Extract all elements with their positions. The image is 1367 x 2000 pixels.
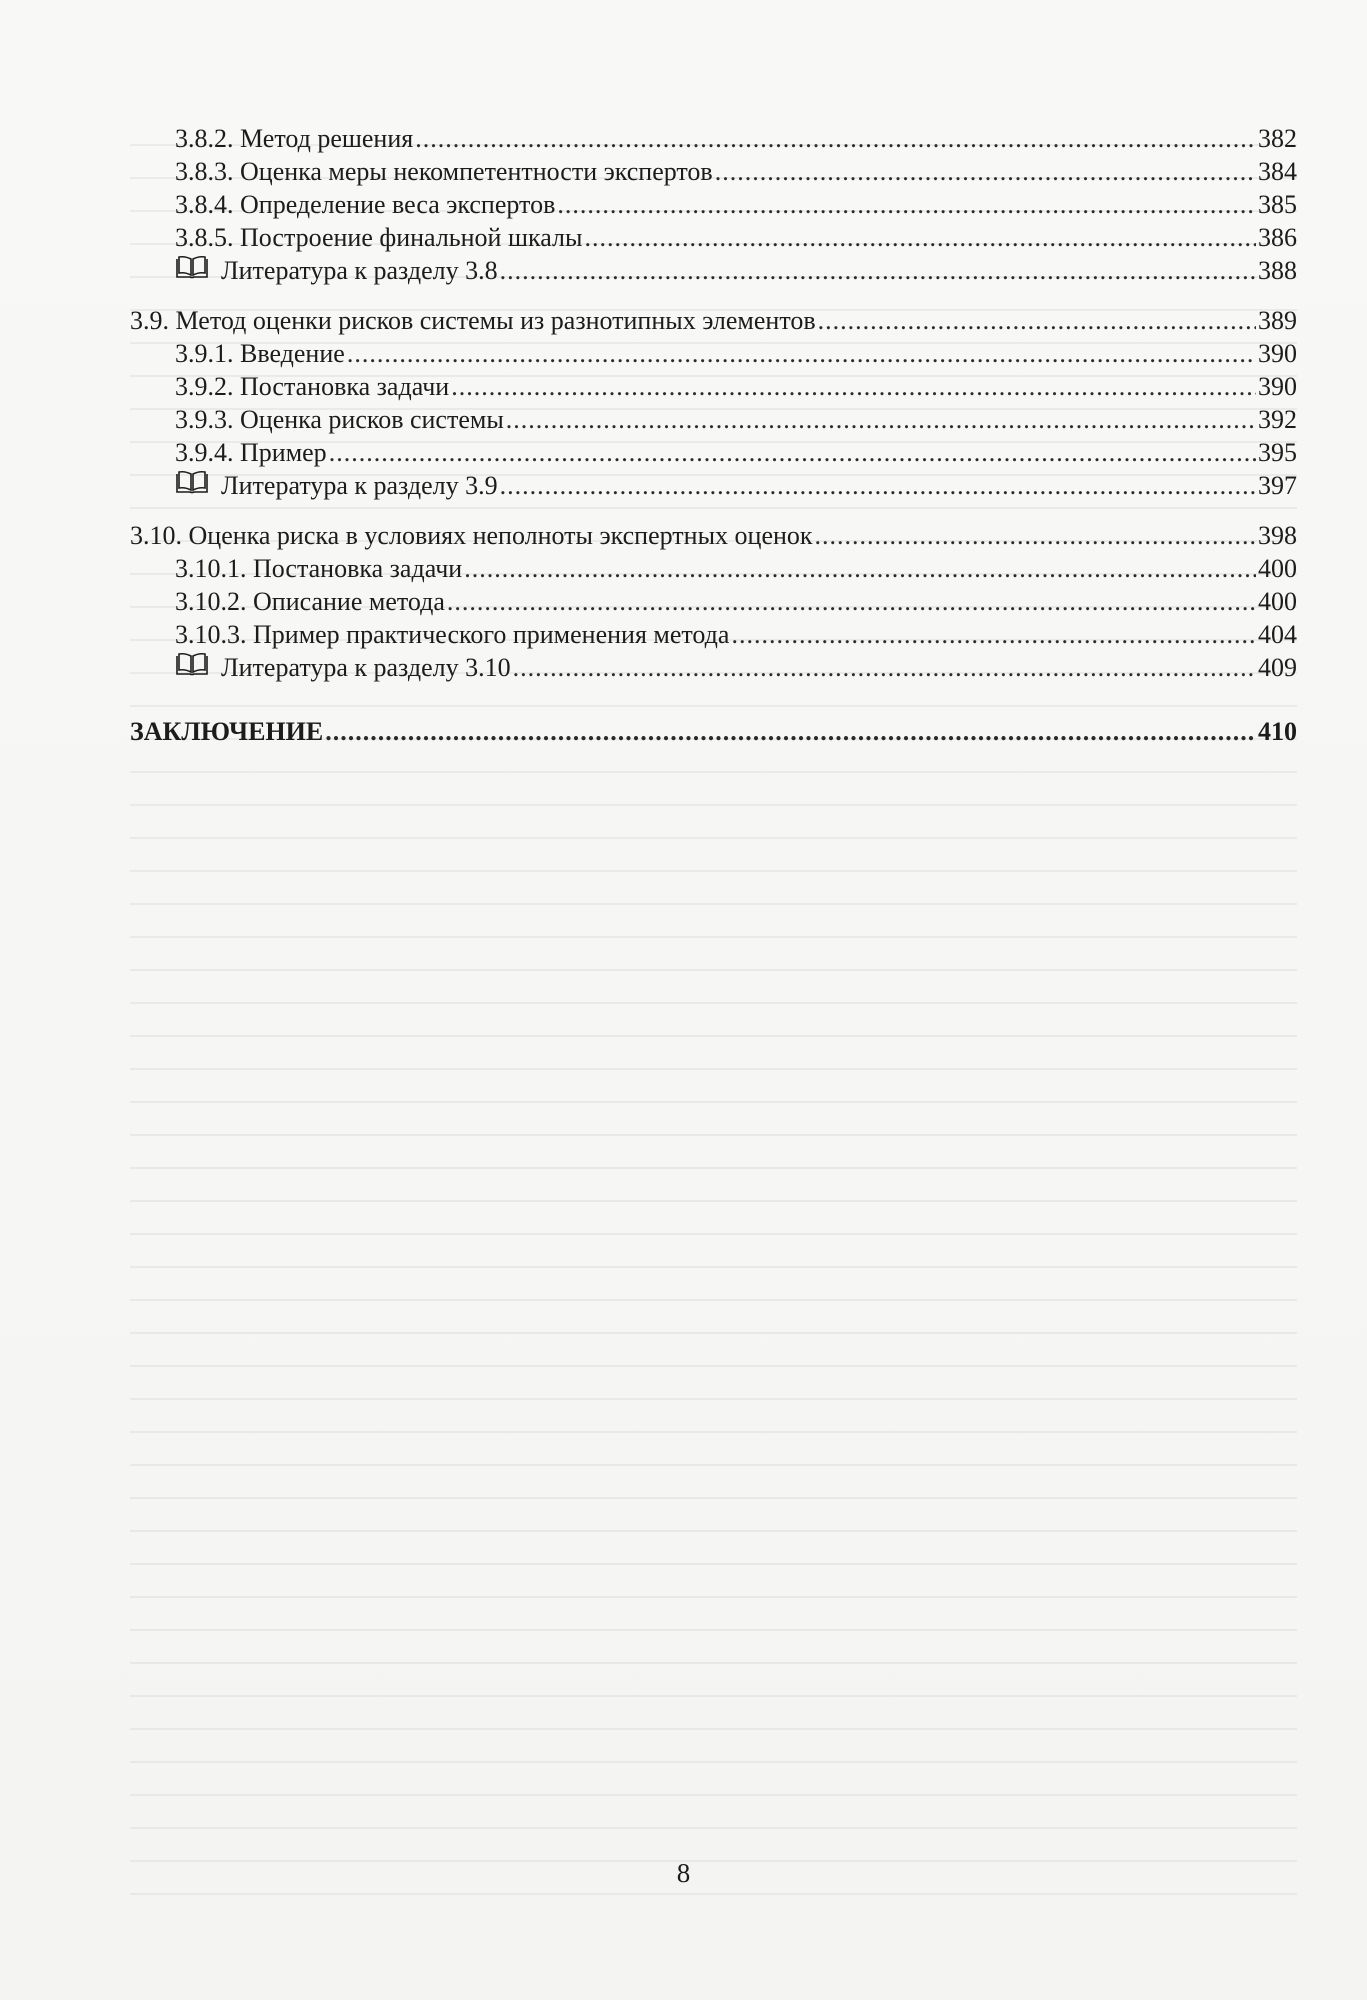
toc-entry-3-8-4 [130,188,1297,221]
toc-entry-title: Литература к разделу 3.9 [221,471,498,500]
toc-entry-title: 3.9.4. Пример [175,438,327,467]
toc-entry-3-9-2 [130,370,1297,403]
toc-entry-title: 3.8.4. Определение веса экспертов [175,190,556,219]
book-icon [175,255,209,279]
toc-entry-title: 3.8.3. Оценка меры некомпетентности экспертов [175,157,713,186]
dot-leader [500,469,1256,502]
dot-leader [815,519,1256,552]
toc-entry-title: 3.9.3. Оценка рисков системы [175,405,504,434]
toc-entry-page: 389 [1258,306,1297,335]
dot-leader [506,403,1256,436]
dot-leader [584,221,1256,254]
toc-entry-title: 3.10.2. Описание метода [175,587,445,616]
toc-entry-title: 3.9. Метод оценки рисков системы из разнотипных элементов [130,306,816,335]
toc-entry-page: 409 [1258,653,1297,682]
dot-leader [513,651,1256,684]
toc-entry-literature-3-9 [130,469,1297,502]
toc-entry-3-9-3 [130,403,1297,436]
toc-entry-page: 390 [1258,372,1297,401]
toc-entry-3-10-1 [130,552,1297,585]
toc-entry-3-8-5 [130,221,1297,254]
toc-entry-page: 392 [1258,405,1297,434]
dot-leader [464,552,1256,585]
toc-entry-title: 3.9.1. Введение [175,339,345,368]
toc-entry-title: 3.10. Оценка риска в условиях неполноты экспертных оценок [130,521,813,550]
toc-entry-page: 400 [1258,554,1297,583]
toc-entry-title: 3.10.1. Постановка задачи [175,554,463,583]
toc-entry-page: 385 [1258,190,1297,219]
toc-entry-page: 388 [1258,256,1297,285]
toc-entry-conclusion [130,715,1297,748]
toc-entry-3-8-2 [130,122,1297,155]
toc-entry-page: 400 [1258,587,1297,616]
dot-leader [415,122,1256,155]
toc-entry-page: 386 [1258,223,1297,252]
toc-entry-3-10-3 [130,618,1297,651]
toc-entry-3-9-4 [130,436,1297,469]
toc-entry-title: Литература к разделу 3.8 [221,256,498,285]
toc-entry-title: Литература к разделу 3.10 [221,653,511,682]
dot-leader [451,370,1256,403]
dot-leader [818,304,1256,337]
toc-entry-title: 3.8.2. Метод решения [175,124,414,153]
toc-entry-page: 382 [1258,124,1297,153]
dot-leader [500,254,1256,287]
toc-entry-page: 404 [1258,620,1297,649]
toc-entry-3-9-1 [130,337,1297,370]
dot-leader [557,188,1256,221]
dot-leader [447,585,1256,618]
page-number: 8 [676,1858,691,1888]
dot-leader [329,436,1256,469]
table-of-contents [130,122,1297,748]
book-icon [175,652,209,676]
toc-entry-3-9 [130,304,1297,337]
toc-entry-3-8-3 [130,155,1297,188]
dot-leader [347,337,1256,370]
toc-entry-page: 395 [1258,438,1297,467]
toc-entry-page: 397 [1258,471,1297,500]
toc-entry-page: 398 [1258,521,1297,550]
dot-leader [325,715,1256,748]
book-icon [175,470,209,494]
toc-entry-literature-3-10 [130,651,1297,684]
toc-entry-title: 3.9.2. Постановка задачи [175,372,450,401]
toc-entry-3-10 [130,519,1297,552]
toc-entry-title: ЗАКЛЮЧЕНИЕ [130,717,324,746]
toc-entry-page: 390 [1258,339,1297,368]
toc-entry-3-10-2 [130,585,1297,618]
toc-entry-page: 384 [1258,157,1297,186]
toc-entry-title: 3.10.3. Пример практического применения метода [175,620,730,649]
dot-leader [715,155,1256,188]
toc-entry-page: 410 [1258,717,1297,746]
dot-leader [731,618,1256,651]
toc-entry-literature-3-8 [130,254,1297,287]
toc-entry-title: 3.8.5. Построение финальной шкалы [175,223,583,252]
